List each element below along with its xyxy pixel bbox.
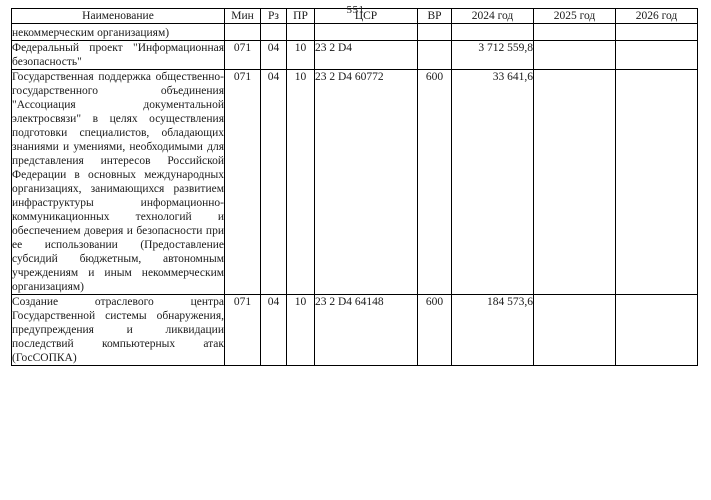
row-pr: 10 (287, 70, 315, 295)
row-rz: 04 (261, 70, 287, 295)
row-tsr (315, 24, 418, 41)
row-year-2025 (534, 295, 616, 366)
row-min: 071 (225, 41, 261, 70)
row-year-2026 (616, 24, 698, 41)
column-header-tsr: ЦСР (315, 9, 418, 24)
row-pr: 10 (287, 41, 315, 70)
row-name: Государственная поддержка общественно-государственного объединения "Ассоциация документальной электросвязи" в целях осуществления подготовки специалистов, обладающих знаниями и умениями, необходимыми для представления интересов Российской Федерации в основных международных организациях, занимающихся развитием инфраструктуры информационно-коммуникационных технологий и обеспечением доверия и безопасности при ее использовании (Предоставление субсидий бюджетным, автономным учреждениям и иным некоммерческим организациям) (12, 71, 224, 294)
row-vr (418, 24, 452, 41)
row-tsr: 23 2 D4 (315, 41, 418, 70)
row-year-2024: 3 712 559,8 (452, 41, 534, 70)
column-header-vr: ВР (418, 9, 452, 24)
document-page (0, 4, 711, 500)
row-pr (287, 24, 315, 41)
row-year-2026 (616, 295, 698, 366)
row-min (225, 24, 261, 41)
row-rz: 04 (261, 41, 287, 70)
table-row (12, 70, 698, 295)
row-rz: 04 (261, 295, 287, 366)
row-tsr: 23 2 D4 60772 (315, 70, 418, 295)
budget-table (11, 8, 698, 366)
row-rz (261, 24, 287, 41)
table-body (12, 24, 698, 366)
row-year-2025 (534, 24, 616, 41)
table-row (12, 295, 698, 366)
column-header-year-2026: 2026 год (616, 9, 698, 24)
row-year-2024: 184 573,6 (452, 295, 534, 366)
row-year-2024 (452, 24, 534, 41)
row-name: Федеральный проект "Информационная безопасность" (12, 42, 224, 69)
column-header-rz: Рз (261, 9, 287, 24)
row-min: 071 (225, 295, 261, 366)
column-header-pr: ПР (287, 9, 315, 24)
column-header-name: Наименование (12, 9, 225, 24)
column-header-year-2024: 2024 год (452, 9, 534, 24)
table-row (12, 41, 698, 70)
row-year-2026 (616, 70, 698, 295)
row-year-2026 (616, 41, 698, 70)
row-name: некоммерческим организациям) (12, 24, 225, 41)
row-vr (418, 41, 452, 70)
row-vr: 600 (418, 295, 452, 366)
row-tsr: 23 2 D4 64148 (315, 295, 418, 366)
column-header-year-2025: 2025 год (534, 9, 616, 24)
table-row (12, 24, 698, 41)
row-pr: 10 (287, 295, 315, 366)
row-year-2025 (534, 70, 616, 295)
page-number: 551 (346, 4, 365, 16)
row-vr: 600 (418, 70, 452, 295)
row-name: Создание отраслевого центра Государственной системы обнаружения, предупреждения и ликвидации последствий компьютерных атак (ГосСОПКА) (12, 296, 224, 365)
row-year-2025 (534, 41, 616, 70)
row-min: 071 (225, 70, 261, 295)
row-year-2024: 33 641,6 (452, 70, 534, 295)
column-header-min: Мин (225, 9, 261, 24)
